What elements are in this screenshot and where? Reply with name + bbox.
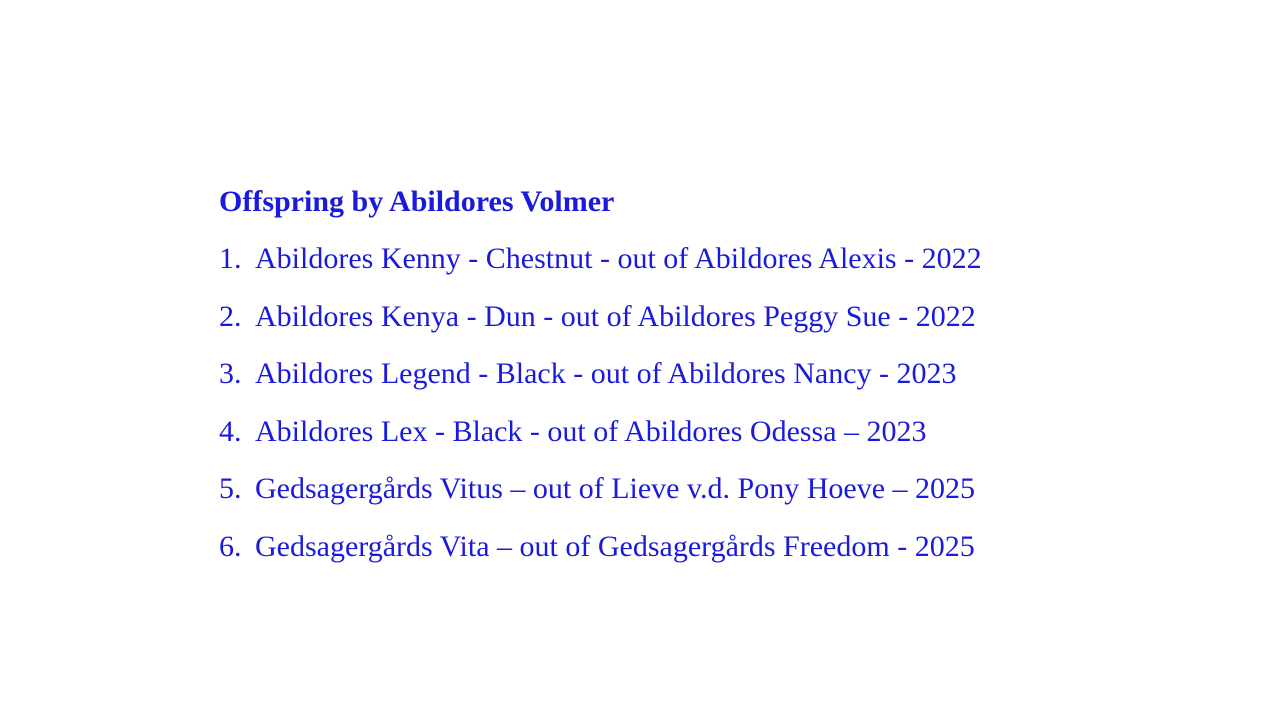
list-item — [219, 413, 982, 451]
list-item — [219, 470, 982, 508]
list-item — [219, 240, 982, 278]
list-item — [219, 528, 982, 566]
list-item-text: Abildores Legend - Black - out of Abildores Nancy - 2023 — [255, 357, 957, 390]
list-item-text: Gedsagergårds Vita – out of Gedsagergårds Freedom - 2025 — [255, 529, 975, 563]
list-item — [219, 298, 982, 336]
list-item-number: 2. — [219, 299, 242, 333]
offspring-list — [219, 240, 982, 585]
list-item-text: Gedsagergårds Vitus – out of Lieve v.d. Pony Hoeve – 2025 — [255, 472, 976, 505]
list-item-number: 5. — [219, 472, 242, 505]
list-item-text: Abildores Lex - Black - out of Abildores Odessa – 2023 — [255, 414, 927, 448]
list-item-text: Abildores Kenny - Chestnut - out of Abildores Alexis - 2022 — [255, 242, 982, 275]
list-item — [219, 355, 982, 393]
list-item-number: 1. — [219, 242, 242, 275]
list-item-number: 4. — [219, 414, 242, 448]
list-item-number: 6. — [219, 529, 242, 563]
page-title: Offspring by Abildores Volmer — [219, 185, 615, 218]
list-item-text: Abildores Kenya - Dun - out of Abildores Peggy Sue - 2022 — [255, 299, 976, 333]
list-item-number: 3. — [219, 357, 242, 390]
